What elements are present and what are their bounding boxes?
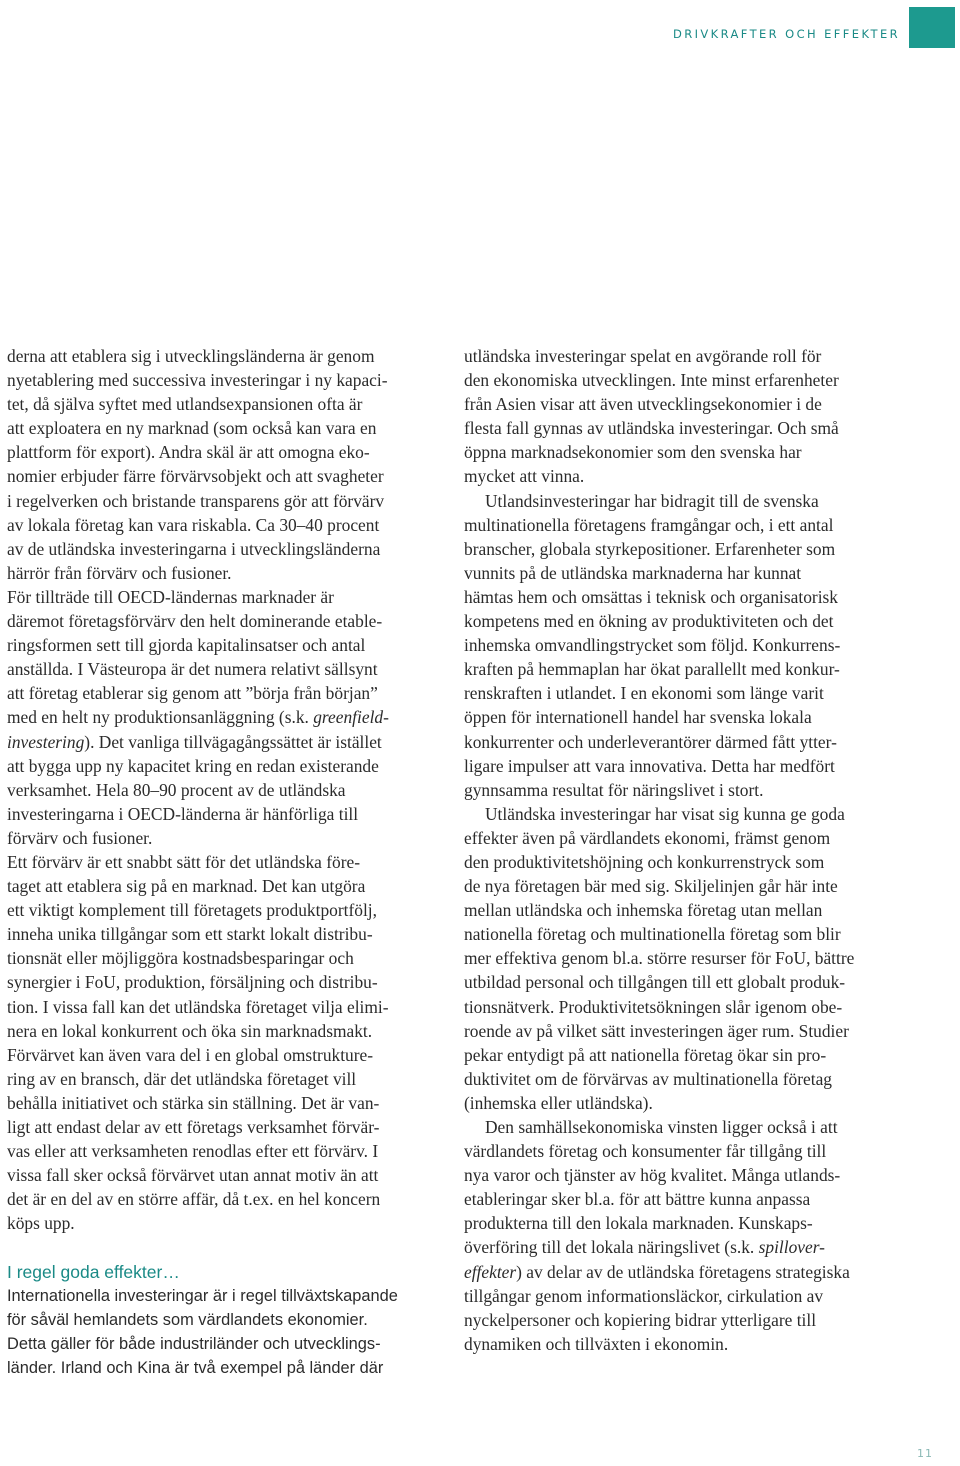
text-run: ) av delar av de utländska företagens strategiska (516, 1261, 850, 1282)
text-line: öppen för internationell handel har svenska lokala (464, 707, 812, 728)
text-line: dynamiken och tillväxten i ekonomin. (464, 1333, 729, 1354)
paragraph (464, 344, 902, 489)
text-line: hämtas hem och omsättas i teknisk och organisatorisk (464, 586, 838, 607)
text-line: de nya företagen bär med sig. Skiljelinjen går här inte (464, 876, 838, 897)
text-line: För tillträde till OECD-ländernas marknader är (7, 586, 334, 607)
text-line: produkterna till den lokala marknaden. Kunskaps- (464, 1213, 813, 1234)
text-line: ring av en bransch, där det utländska företaget vill (7, 1068, 357, 1089)
text-line: ligare impulser att vara innovativa. Detta har medfört (464, 755, 835, 776)
text-line: värdlandets företag och konsumenter får tillgång till (464, 1141, 827, 1162)
text-line: att exploatera en ny marknad (som också kan vara en (7, 418, 377, 439)
italic-term: spillover- (758, 1237, 825, 1258)
text-line: däremot företagsförvärv den helt dominerande etable- (7, 611, 383, 632)
paragraph (464, 489, 902, 802)
text-line: inneha unika tillgångar som ett starkt lokalt distribu- (7, 924, 373, 945)
text-line: roende av på vilket sätt investeringen äger rum. Studier (464, 1020, 849, 1041)
text-line: multinationella företagens framgångar och, i ett antal (464, 514, 834, 535)
text-line: att företag etablerar sig genom att ”börja från början” (7, 683, 378, 704)
text-line: nationella företag och multinationella företag som blir (464, 924, 841, 945)
text-line: kompetens med en ökning av produktiviteten och det (464, 611, 834, 632)
paragraph (464, 1115, 902, 1356)
header-accent-block (909, 7, 955, 48)
text-line: branscher, globala styrkepositioner. Erfarenheter som (464, 538, 836, 559)
text-line: nyckelpersoner och kopiering bidrar ytterligare till (464, 1309, 817, 1330)
text-line: vissa fall sker också förvärvet utan annat motiv än att (7, 1165, 379, 1186)
text-line: Detta gäller för både industriländer och utvecklings- (7, 1334, 381, 1353)
text-line: köps upp. (7, 1213, 75, 1234)
text-line: vas eller att verksamheten renodlas efter ett förvärv. I (7, 1141, 379, 1162)
paragraph (7, 344, 439, 585)
text-line: ringsformen sett till gjorda kapitalinsatser och antal (7, 635, 366, 656)
paragraph-spacer (7, 1235, 439, 1259)
text-line: (inhemska eller utländska). (464, 1092, 653, 1113)
text-line: Utlandsinvesteringar har bidragit till de svenska (485, 490, 819, 511)
left-column (7, 344, 439, 1380)
italic-term: investering (7, 731, 85, 752)
text-line: tionsnät eller möjliggöra kostnadsbesparingar och (7, 948, 354, 969)
text-line: mellan utländska och inhemska företag utan mellan (464, 900, 823, 921)
text-line (464, 1235, 902, 1259)
right-column (464, 344, 902, 1356)
text-run: överföring till det lokala näringslivet (s.k. (464, 1237, 759, 1258)
text-line: att bygga upp ny kapacitet kring en redan existerande (7, 755, 379, 776)
text-line: förvärv och fusioner. (7, 827, 153, 848)
text-line: för såväl hemlandets som värdlandets ekonomier. (7, 1310, 368, 1329)
text-line: ligt att endast delar av ett företags verksamhet förvär- (7, 1117, 380, 1137)
text-line: flesta fall gynnas av utländska investeringar. Och små (464, 418, 839, 439)
text-line: nyetablering med successiva investeringar i ny kapaci- (7, 370, 388, 391)
text-line: Den samhällsekonomiska vinsten ligger också i att (485, 1117, 838, 1137)
text-line: av de utländska investeringarna i utvecklingsländerna (7, 538, 381, 559)
section-subheading: I regel goda effekter… (7, 1261, 180, 1282)
text-line: konkurrenter och underleverantörer därmed fått ytter- (464, 731, 837, 752)
text-line: länder. Irland och Kina är två exempel på länder där (7, 1358, 384, 1377)
text-line: utländska investeringar spelat en avgörande roll för (464, 346, 822, 366)
text-line: Internationella investeringar är i regel tillväxtskapande (7, 1286, 398, 1305)
text-line: duktivitet om de förvärvas av multinationella företag (464, 1068, 832, 1089)
text-line (7, 730, 439, 754)
paragraph (464, 802, 902, 1115)
text-line: derna att etablera sig i utvecklingsländerna är genom (7, 346, 375, 366)
text-line (464, 1260, 902, 1284)
text-line: den produktivitetshöjning och konkurrenstryck som (464, 851, 825, 872)
text-line: tillgångar genom informationsläckor, cirkulation av (464, 1285, 824, 1306)
text-line: renskraften i utlandet. I en ekonomi som länge varit (464, 683, 824, 704)
text-line: nya varor och tjänster av hög kvalitet. Många utlands- (464, 1165, 841, 1186)
text-line: mer effektiva genom bl.a. större resurser för FoU, bättre (464, 948, 855, 969)
text-line: verksamhet. Hela 80–90 procent av de utländska (7, 779, 346, 800)
text-line: effekter även på värdlandets ekonomi, främst genom (464, 827, 831, 848)
text-line: nomier erbjuder färre förvärvsobjekt och att svagheter (7, 466, 384, 487)
text-line: nera en lokal konkurrent och öka sin marknadsmakt. (7, 1020, 373, 1041)
running-header: DRIVKRAFTER OCH EFFEKTER (672, 27, 900, 41)
text-line: gynnsamma resultat för näringslivet i stort. (464, 779, 764, 800)
italic-term: effekter (464, 1261, 517, 1282)
text-run: med en helt ny produktionsanläggning (s.k. (7, 707, 314, 728)
text-line: öppna marknadsekonomier som den svenska har (464, 442, 802, 463)
text-line: från Asien visar att även utvecklingsekonomier i de (464, 394, 822, 415)
text-line: mycket att vinna. (464, 466, 585, 487)
text-line: i regelverken och bristande transparens gör att förvärv (7, 490, 385, 511)
text-line: tet, då själva syftet med utlandsexpansionen ofta är (7, 394, 363, 415)
text-line: inhemska omvandlingstrycket som följd. Konkurrens- (464, 635, 841, 656)
text-line: investeringarna i OECD-länderna är hänförliga till (7, 803, 359, 824)
text-line: etableringar sker bl.a. för att bättre kunna anpassa (464, 1189, 811, 1210)
text-line: ett viktigt komplement till företagets produktportfölj, (7, 900, 377, 921)
text-line (7, 705, 439, 729)
text-line: tionsnätverk. Produktivitetsökningen slår igenom obe- (464, 996, 843, 1017)
text-line: plattform för export). Andra skäl är att omogna eko- (7, 442, 370, 463)
text-line: härrör från förvärv och fusioner. (7, 562, 232, 583)
text-run: ). Det vanliga tillvägagångssättet är istället (84, 731, 382, 752)
text-line: Utländska investeringar har visat sig kunna ge goda (485, 803, 845, 824)
text-line: kraften på hemmaplan har ökat parallellt med konkur- (464, 659, 840, 680)
text-line: Ett förvärv är ett snabbt sätt för det utländska före- (7, 851, 361, 872)
paragraph (7, 585, 439, 850)
text-line: det är en del av en större affär, då t.ex. en hel koncern (7, 1189, 381, 1210)
text-line: Förvärvet kan även vara del i en global omstrukture- (7, 1044, 374, 1065)
italic-term: greenfield- (313, 707, 389, 728)
text-line: av lokala företag kan vara riskabla. Ca 30–40 procent (7, 514, 380, 535)
text-line: behålla initiativet och stärka sin ställning. Det är van- (7, 1092, 380, 1113)
text-line: tion. I vissa fall kan det utländska företaget vilja elimi- (7, 996, 389, 1017)
page-number: 11 (917, 1447, 933, 1460)
text-line: pekar entydigt på att nationella företag ökar sin pro- (464, 1044, 827, 1065)
text-line: taget att etablera sig på en marknad. Det kan utgöra (7, 876, 366, 897)
text-line: utbildad personal och tillgången till ett globalt produk- (464, 972, 846, 993)
paragraph (7, 1284, 439, 1380)
text-line: vunnits på de utländska marknaderna har kunnat (464, 562, 802, 583)
paragraph (7, 850, 439, 1236)
text-line: synergier i FoU, produktion, försäljning och distribu- (7, 972, 378, 993)
text-line: den ekonomiska utvecklingen. Inte minst erfarenheter (464, 370, 839, 391)
text-line: anställda. I Västeuropa är det numera relativt sällsynt (7, 659, 378, 680)
